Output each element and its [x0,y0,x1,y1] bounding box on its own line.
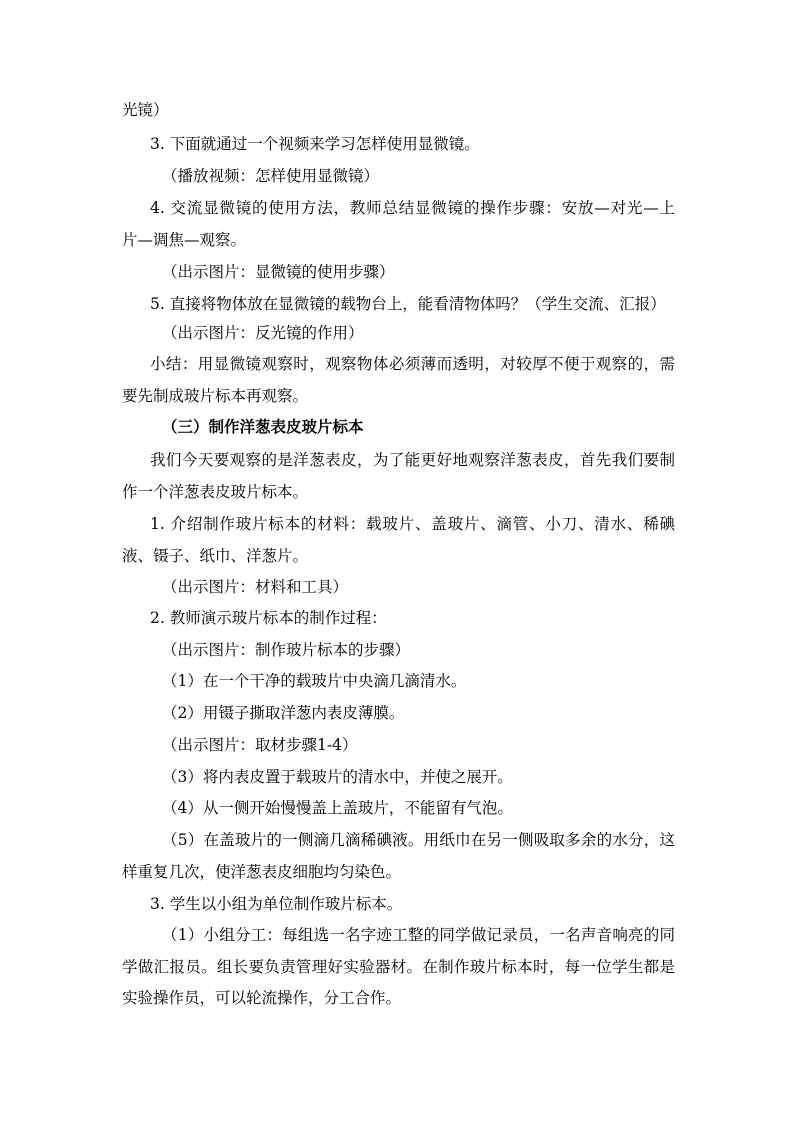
text-line: （播放视频：怎样使用显微镜） [162,167,380,185]
text-line: 1. 介绍制作玻片标本的材料：载玻片、盖玻片、滴管、小刀、清水、稀碘 [150,515,675,533]
text-line: 我们今天要观察的是洋葱表皮，为了能更好地观察洋葱表皮，首先我们要制 [150,451,675,469]
text-line: 光镜） [122,101,169,119]
text-line: 液、镊子、纸巾、洋葱片。 [122,547,309,565]
text-line: （5）在盖玻片的一侧滴几滴稀碘液。用纸巾在另一侧吸取多余的水分，这 [162,831,675,849]
text-line: （2）用镊子撕取洋葱内表皮薄膜。 [162,704,405,722]
text-line: 学做汇报员。组长要负责管理好实验器材。在制作玻片标本时，每一位学生都是 [122,958,675,976]
text-line: 小结：用显微镜观察时，观察物体必须薄而透明，对较厚不便于观察的，需 [150,355,675,373]
text-line: （出示图片：取材步骤1-4） [162,736,358,754]
text-line: 3. 下面就通过一个视频来学习怎样使用显微镜。 [150,135,480,153]
text-line: 2. 教师演示玻片标本的制作过程： [150,609,387,627]
text-line: （出示图片：反光镜的作用） [162,324,364,342]
text-line: 要先制成玻片标本再观察。 [122,387,309,405]
text-line: （1）在一个干净的载玻片中央滴几滴清水。 [162,672,467,690]
text-line: 样重复几次，使洋葱表皮细胞均匀染色。 [122,863,402,881]
text-line: 4. 交流显微镜的使用方法，教师总结显微镜的操作步骤：安放—对光—上 [150,199,675,217]
text-line: （4）从一侧开始慢慢盖上盖玻片，不能留有气泡。 [162,799,513,817]
section-heading: （三）制作洋葱表皮玻片标本 [162,417,364,436]
text-line: 作一个洋葱表皮玻片标本。 [122,483,309,501]
text-line: （出示图片：制作玻片标本的步骤） [162,641,411,659]
text-line: （出示图片：材料和工具） [162,578,349,596]
text-line: 5. 直接将物体放在显微镜的载物台上，能看清物体吗？（学生交流、汇报） [150,295,666,313]
text-line: 实验操作员，可以轮流操作，分工合作。 [122,989,402,1007]
text-line: 片—调焦—观察。 [122,231,247,249]
text-line: （出示图片：显微镜的使用步骤） [162,263,395,281]
text-line: （3）将内表皮置于载玻片的清水中，并使之展开。 [162,768,513,786]
text-line: （1）小组分工：每组选一名字迹工整的同学做记录员，一名声音响亮的同 [162,926,675,944]
text-line: 3. 学生以小组为单位制作玻片标本。 [150,895,403,913]
